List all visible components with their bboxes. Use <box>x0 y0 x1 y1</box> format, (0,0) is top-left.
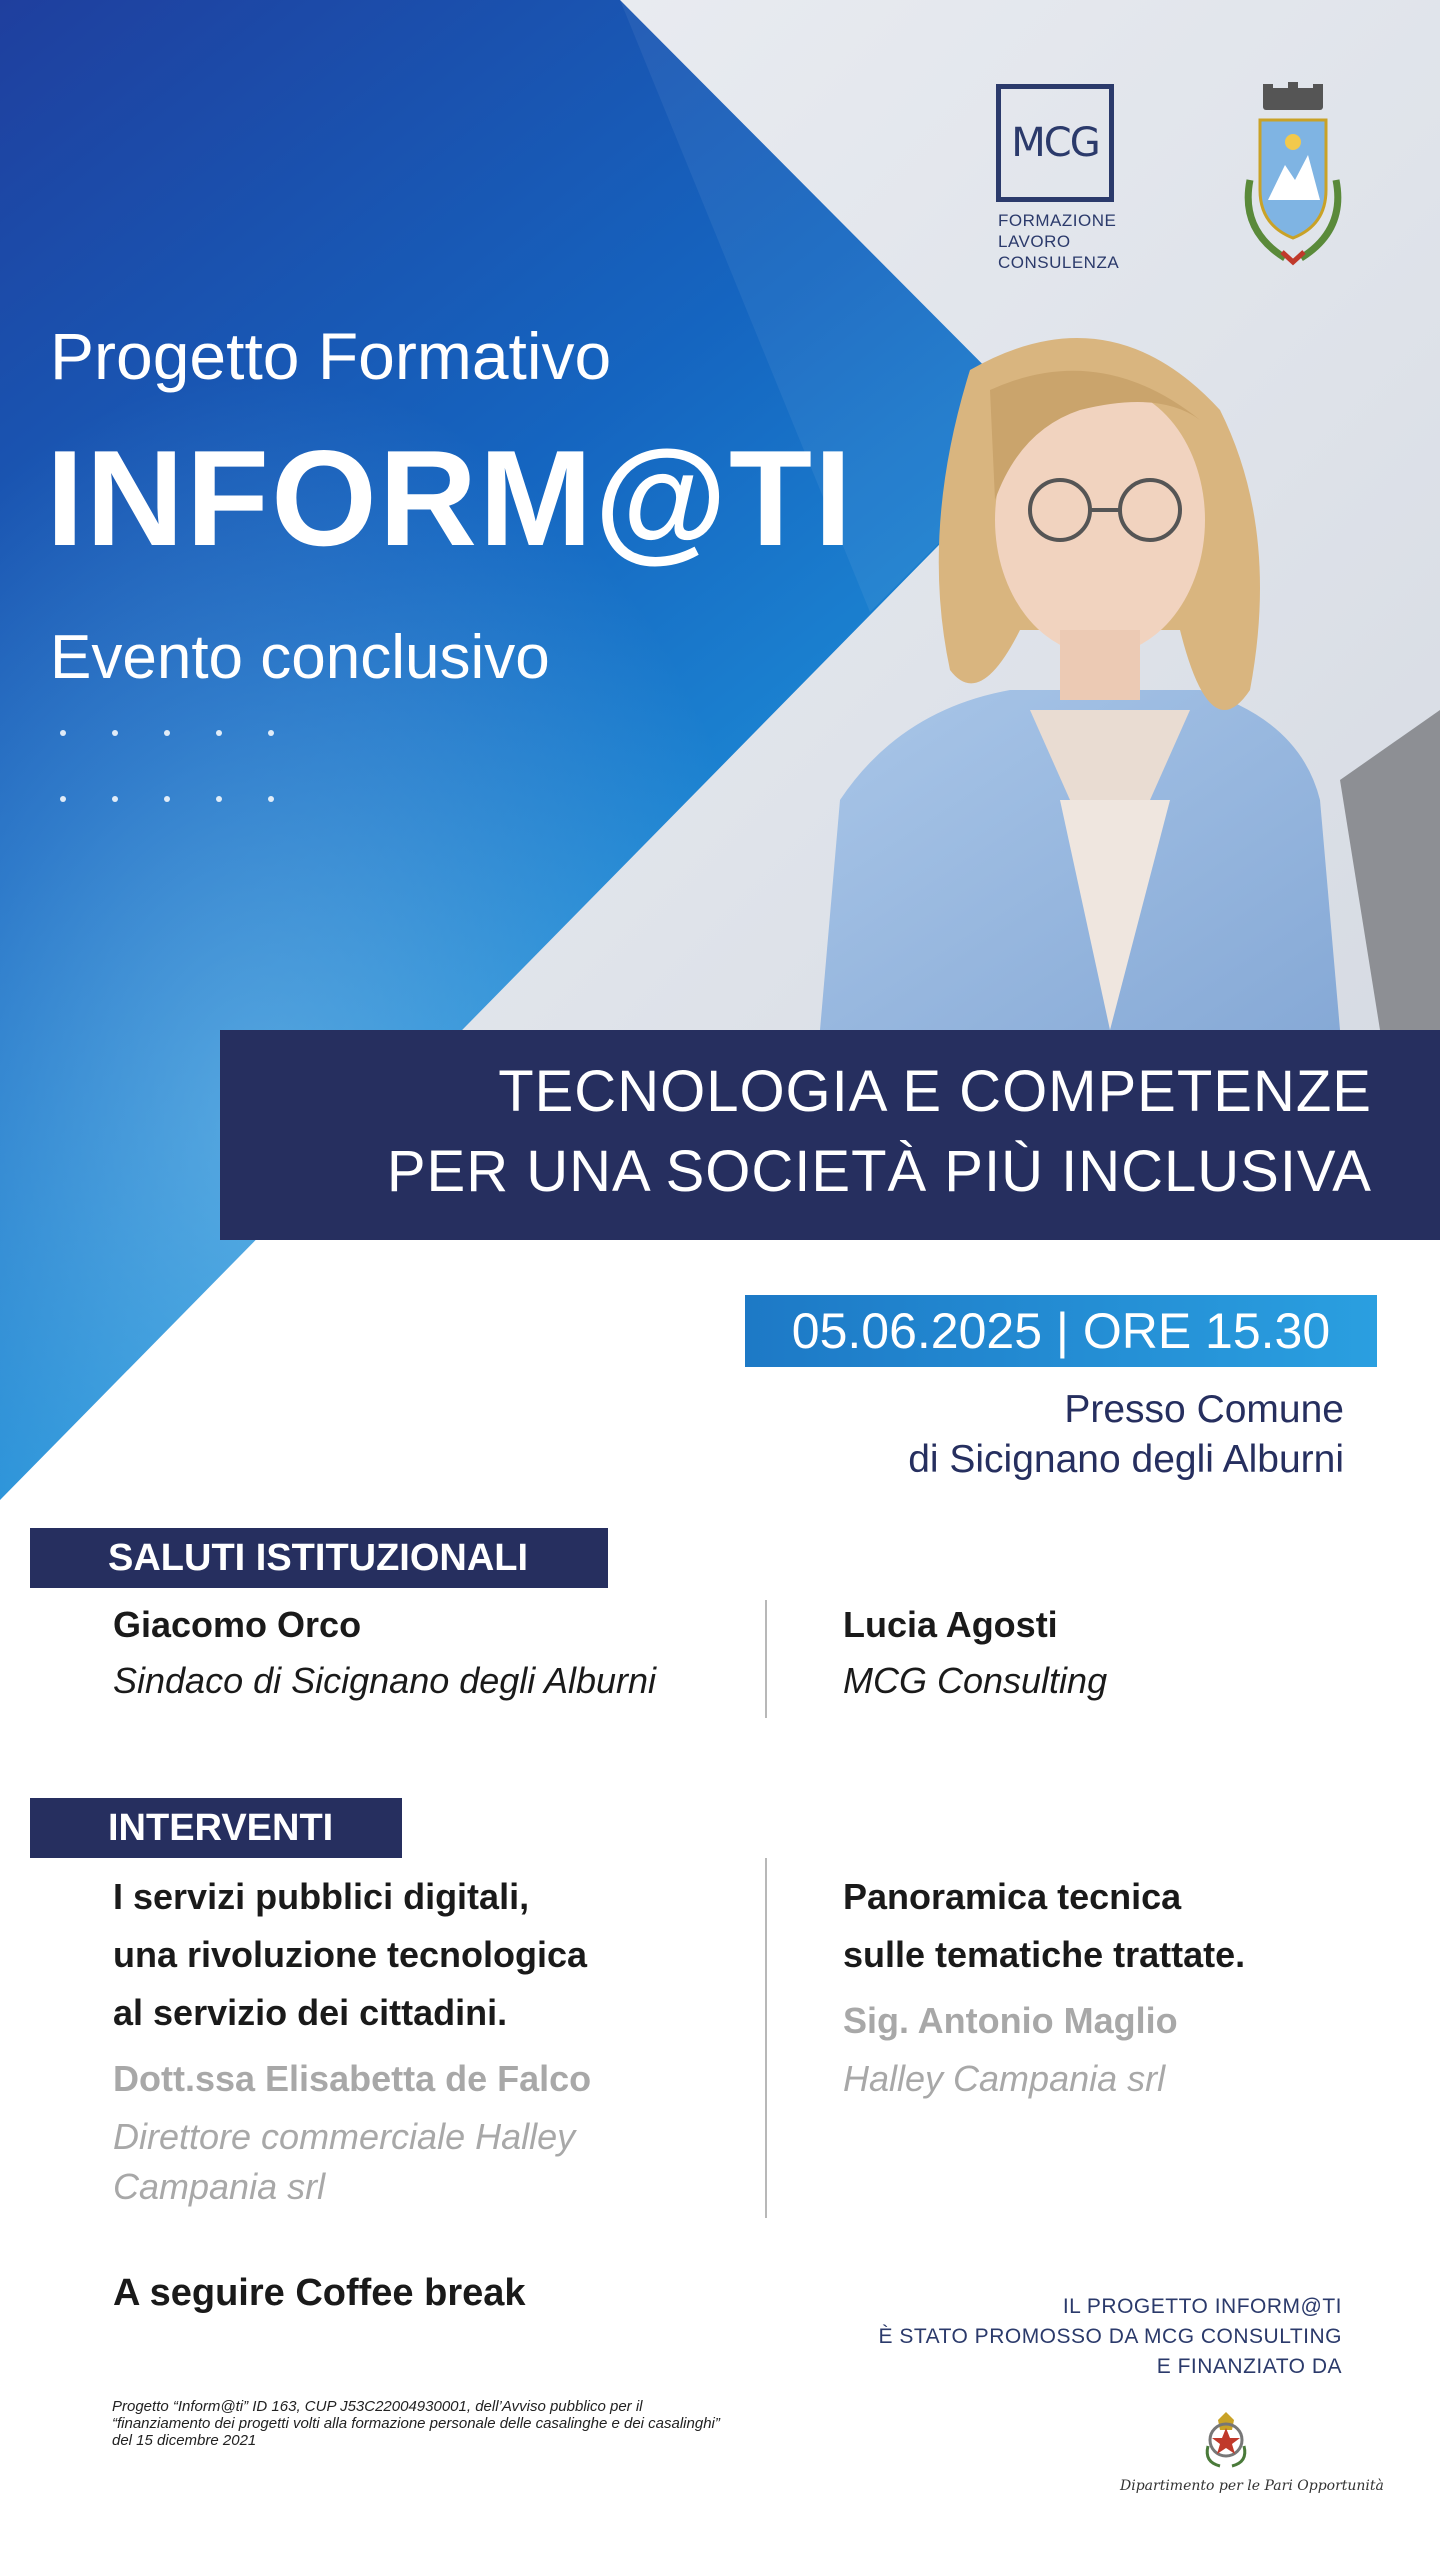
mcg-logo <box>996 84 1114 202</box>
project-name: INFORM@TI <box>46 422 854 574</box>
mcg-logo-mark: MCG <box>1011 120 1099 166</box>
venue-line-1: Presso Comune <box>1064 1388 1344 1431</box>
tagline-line: LAVORO <box>998 232 1071 251</box>
column-divider <box>765 1600 767 1718</box>
talk-topic-line: una rivoluzione tecnologica <box>113 1934 588 1975</box>
greeting-speaker-role: MCG Consulting <box>843 1660 1108 1701</box>
talk-speaker: Dott.ssa Elisabetta de Falco <box>113 2058 592 2099</box>
municipal-crest-icon <box>1230 80 1356 270</box>
talks-section-title: INTERVENTI <box>30 1798 402 1858</box>
greeting-speaker-name: Giacomo Orco <box>113 1604 362 1645</box>
talk-role-line: Direttore commerciale Halley <box>113 2116 576 2157</box>
banner-line-1: TECNOLOGIA E COMPETENZE <box>498 1059 1372 1124</box>
dot <box>164 796 170 802</box>
talk-speaker: Sig. Antonio Maglio <box>843 2000 1178 2041</box>
talk-role-line: Campania srl <box>113 2166 326 2207</box>
coffee-break: A seguire Coffee break <box>113 2272 526 2314</box>
talk-speaker-role <box>843 2054 1165 2104</box>
talk-topic-line: al servizio dei cittadini. <box>113 1992 508 2033</box>
tagline-line: FORMAZIONE <box>998 211 1117 230</box>
talk-topic-line: Panoramica tecnica <box>843 1876 1182 1917</box>
tagline-line: CONSULENZA <box>998 253 1120 272</box>
legal-note: Progetto “Inform@ti” ID 163, CUP J53C22004930001, dell’Avviso pubblico per il “finanziamento dei progetti volti alla formazione personale delle casalinghe e dei casalinghi” del 15 dicembre 2021 <box>112 2398 720 2449</box>
event-date-time: 05.06.2025 | ORE 15.30 <box>745 1295 1377 1367</box>
talk-topic <box>843 1868 1245 1984</box>
talk-topic-line: I servizi pubblici digitali, <box>113 1876 530 1917</box>
dot <box>216 730 222 736</box>
talk-topic-line: sulle tematiche trattate. <box>843 1934 1246 1975</box>
theme-banner <box>220 1030 1440 1240</box>
woman-photo <box>780 330 1440 1030</box>
column-divider <box>765 1858 767 2218</box>
greetings-section-title: SALUTI ISTITUZIONALI <box>30 1528 608 1588</box>
dot <box>268 796 274 802</box>
funding-statement <box>879 2292 1343 2382</box>
dot <box>268 730 274 736</box>
project-label: Progetto Formativo <box>50 319 612 393</box>
dot <box>112 796 118 802</box>
dot <box>164 730 170 736</box>
banner-line-2: PER UNA SOCIETÀ PIÙ INCLUSIVA <box>386 1139 1372 1204</box>
greeting-speaker-name: Lucia Agosti <box>843 1604 1058 1645</box>
funding-line: È STATO PROMOSSO DA MCG CONSULTING <box>878 2325 1342 2348</box>
talk-role-line: Halley Campania srl <box>843 2058 1166 2099</box>
event-label: Evento conclusivo <box>50 623 550 692</box>
dot <box>112 730 118 736</box>
dot <box>216 796 222 802</box>
dot <box>60 730 66 736</box>
department-name: Dipartimento per le Pari Opportunità <box>1120 2478 1384 2494</box>
talk-topic <box>113 1868 587 2042</box>
greeting-speaker-role: Sindaco di Sicignano degli Alburni <box>113 1660 657 1701</box>
talk-speaker-role <box>113 2112 575 2212</box>
funding-line: E FINANZIATO DA <box>1156 2355 1342 2378</box>
mcg-logo-tagline <box>998 210 1158 273</box>
dot <box>60 796 66 802</box>
funding-line: IL PROGETTO INFORM@TI <box>1062 2295 1342 2318</box>
venue-line-2: di Sicignano degli Alburni <box>908 1438 1344 1481</box>
